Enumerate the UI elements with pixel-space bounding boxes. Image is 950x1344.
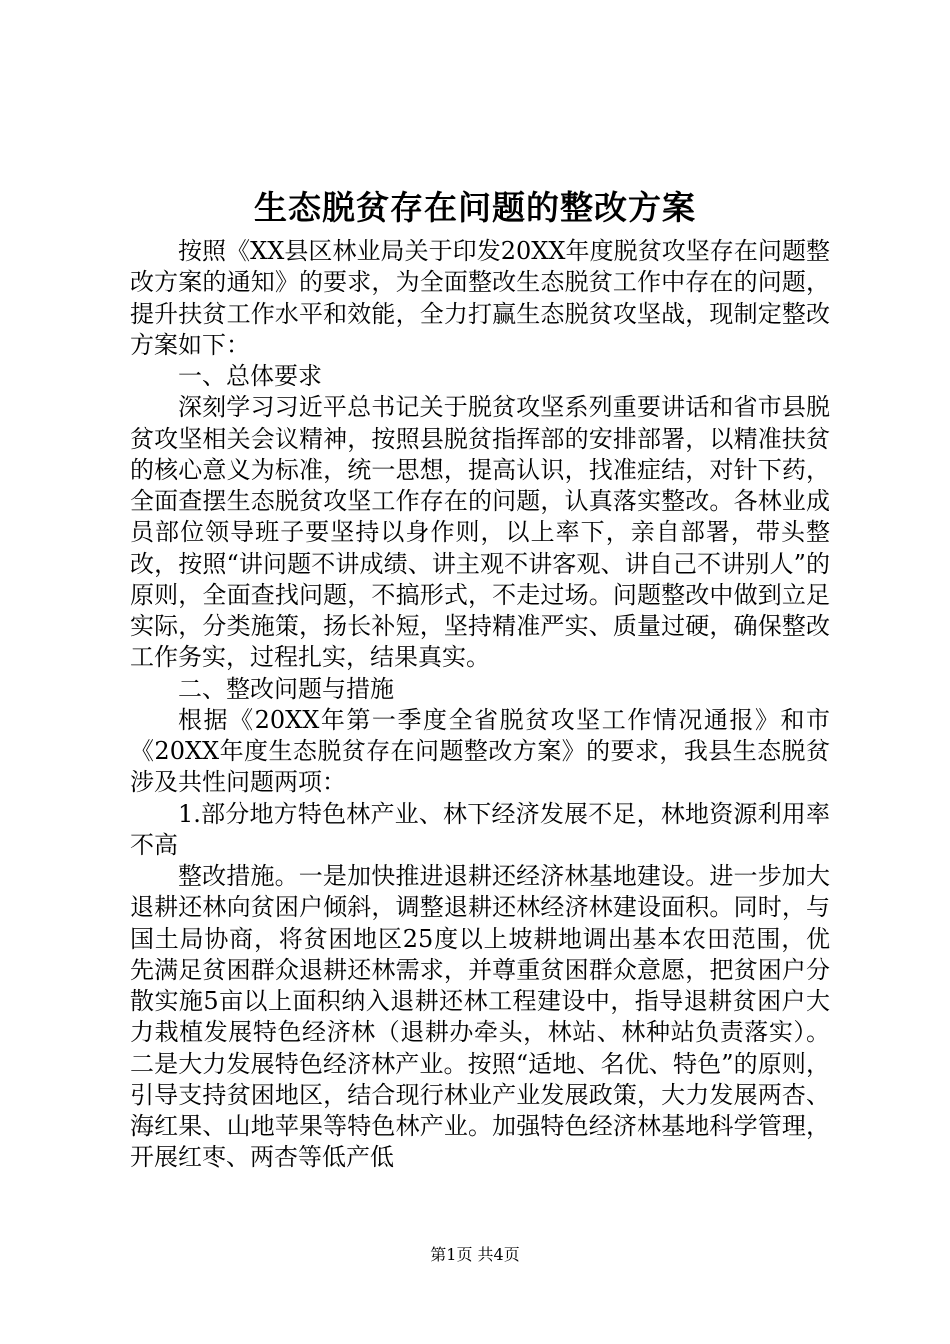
section-heading-problems-and-measures: 二、整改问题与措施 bbox=[178, 674, 394, 703]
document-body bbox=[130, 236, 830, 1174]
paragraph-problems-overview: 根据《20XX年第一季度全省脱贫攻坚工作情况通报》和市《20XX年度生态脱贫存在问题整改方案》的要求，我县生态脱贫涉及共性问题两项： bbox=[130, 705, 830, 797]
paragraph-general-requirements: 深刻学习习近平总书记关于脱贫攻坚系列重要讲话和省市县脱贫攻坚相关会议精神，按照县脱贫指挥部的安排部署，以精准扶贫的核心意义为标准，统一思想，提高认识，找准症结，对针下药，全面查摆生态脱贫攻坚工作存在的问题，认真落实整改。各林业成员部位领导班子要坚持以身作则，以上率下，亲自部署，带头整改，按照“讲问题不讲成绩、讲主观不讲客观、讲自己不讲别人”的原则，全面查找问题，不搞形式，不走过场。问题整改中做到立足实际，分类施策，扬长补短，坚持精准严实、质量过硬，确保整改工作务实，过程扎实，结果真实。 bbox=[130, 393, 830, 672]
page-number: 第1页 共4页 bbox=[430, 1245, 520, 1264]
document-title: 生态脱贫存在问题的整改方案 bbox=[254, 188, 696, 227]
section-heading-general-requirements: 一、总体要求 bbox=[178, 362, 322, 390]
paragraph-rectification-measures: 整改措施。一是加快推进退耕还经济林基地建设。进一步加大退耕还林向贫困户倾斜，调整退耕还林经济林建设面积。同时，与国土局协商，将贫困地区25度以上坡耕地调出基本农田范围，优先满足贫困群众退耕还林需求，并尊重贫困群众意愿，把贫困户分散实施5亩以上面积纳入退耕还林工程建设中，指导退耕贫困户大力栽植发展特色经济林（退耕办牵头，林站、林种站负责落实）。二是大力发展特色经济林产业。按照“适地、名优、特色”的原则，引导支持贫困地区，结合现行林业产业发展政策，大力发展两杏、海红果、山地苹果等特色林产业。加强特色经济林基地科学管理，开展红枣、两杏等低产低 bbox=[130, 862, 830, 1172]
problem-item-1: 1.部分地方特色林产业、林下经济发展不足，林地资源利用率不高 bbox=[130, 799, 830, 859]
paragraph-intro: 按照《XX县区林业局关于印发20XX年度脱贫攻坚存在问题整改方案的通知》的要求，为全面整改生态脱贫工作中存在的问题，提升扶贫工作水平和效能，全力打赢生态脱贫攻坚战，现制定整改方案如下： bbox=[130, 237, 830, 359]
